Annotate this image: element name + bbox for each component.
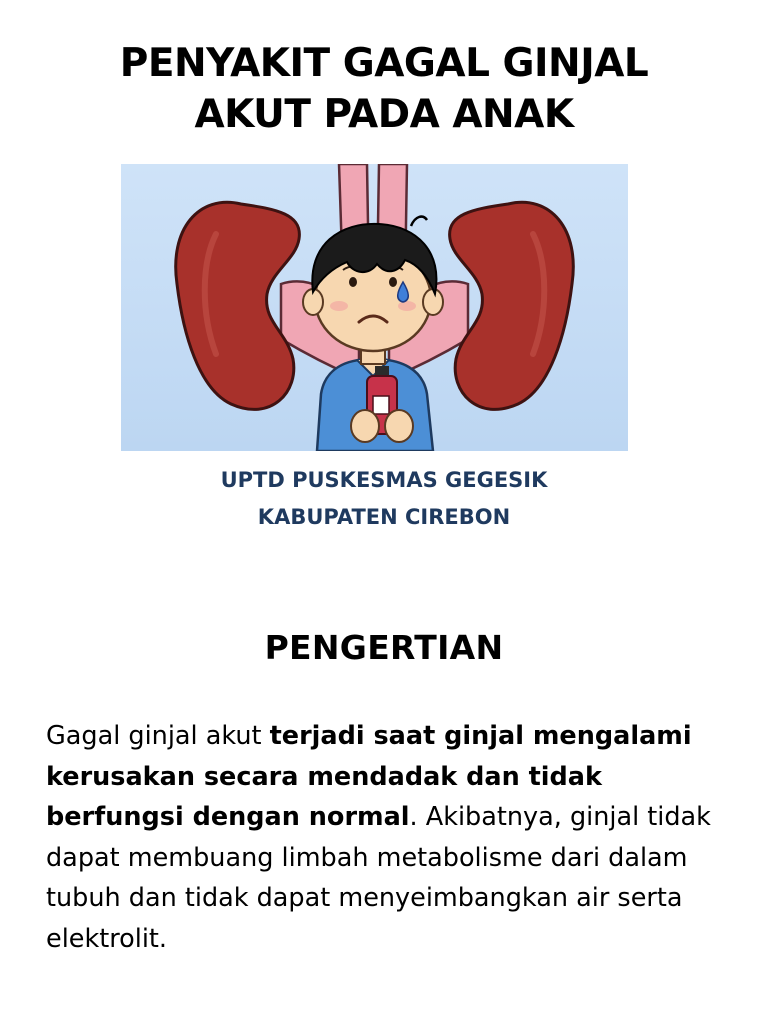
section-heading: PENGERTIAN bbox=[264, 628, 504, 667]
organization-line-2: KABUPATEN CIREBON bbox=[257, 505, 511, 529]
definition-text-end: . Akibatnya, ginjal tidak dapat membuang limbah metabolisme dari dalam tubuh dan tidak dapat menyeimbangkan air serta elektrolit. bbox=[46, 802, 711, 954]
page-title-line-1: PENYAKIT GAGAL GINJAL bbox=[119, 41, 649, 86]
definition-text-bold: terjadi saat ginjal mengalami kerusakan secara mendadak dan tidak berfungsi dengan normal bbox=[46, 721, 692, 832]
organization-name bbox=[0, 462, 768, 536]
page-title-line-2: AKUT PADA ANAK bbox=[194, 92, 574, 137]
definition-text-start: Gagal ginjal akut bbox=[46, 721, 270, 751]
sick-child-with-kidneys-illustration bbox=[121, 164, 628, 451]
definition-paragraph bbox=[46, 716, 736, 959]
page-title bbox=[0, 38, 768, 140]
organization-line-1: UPTD PUSKESMAS GEGESIK bbox=[220, 468, 548, 492]
